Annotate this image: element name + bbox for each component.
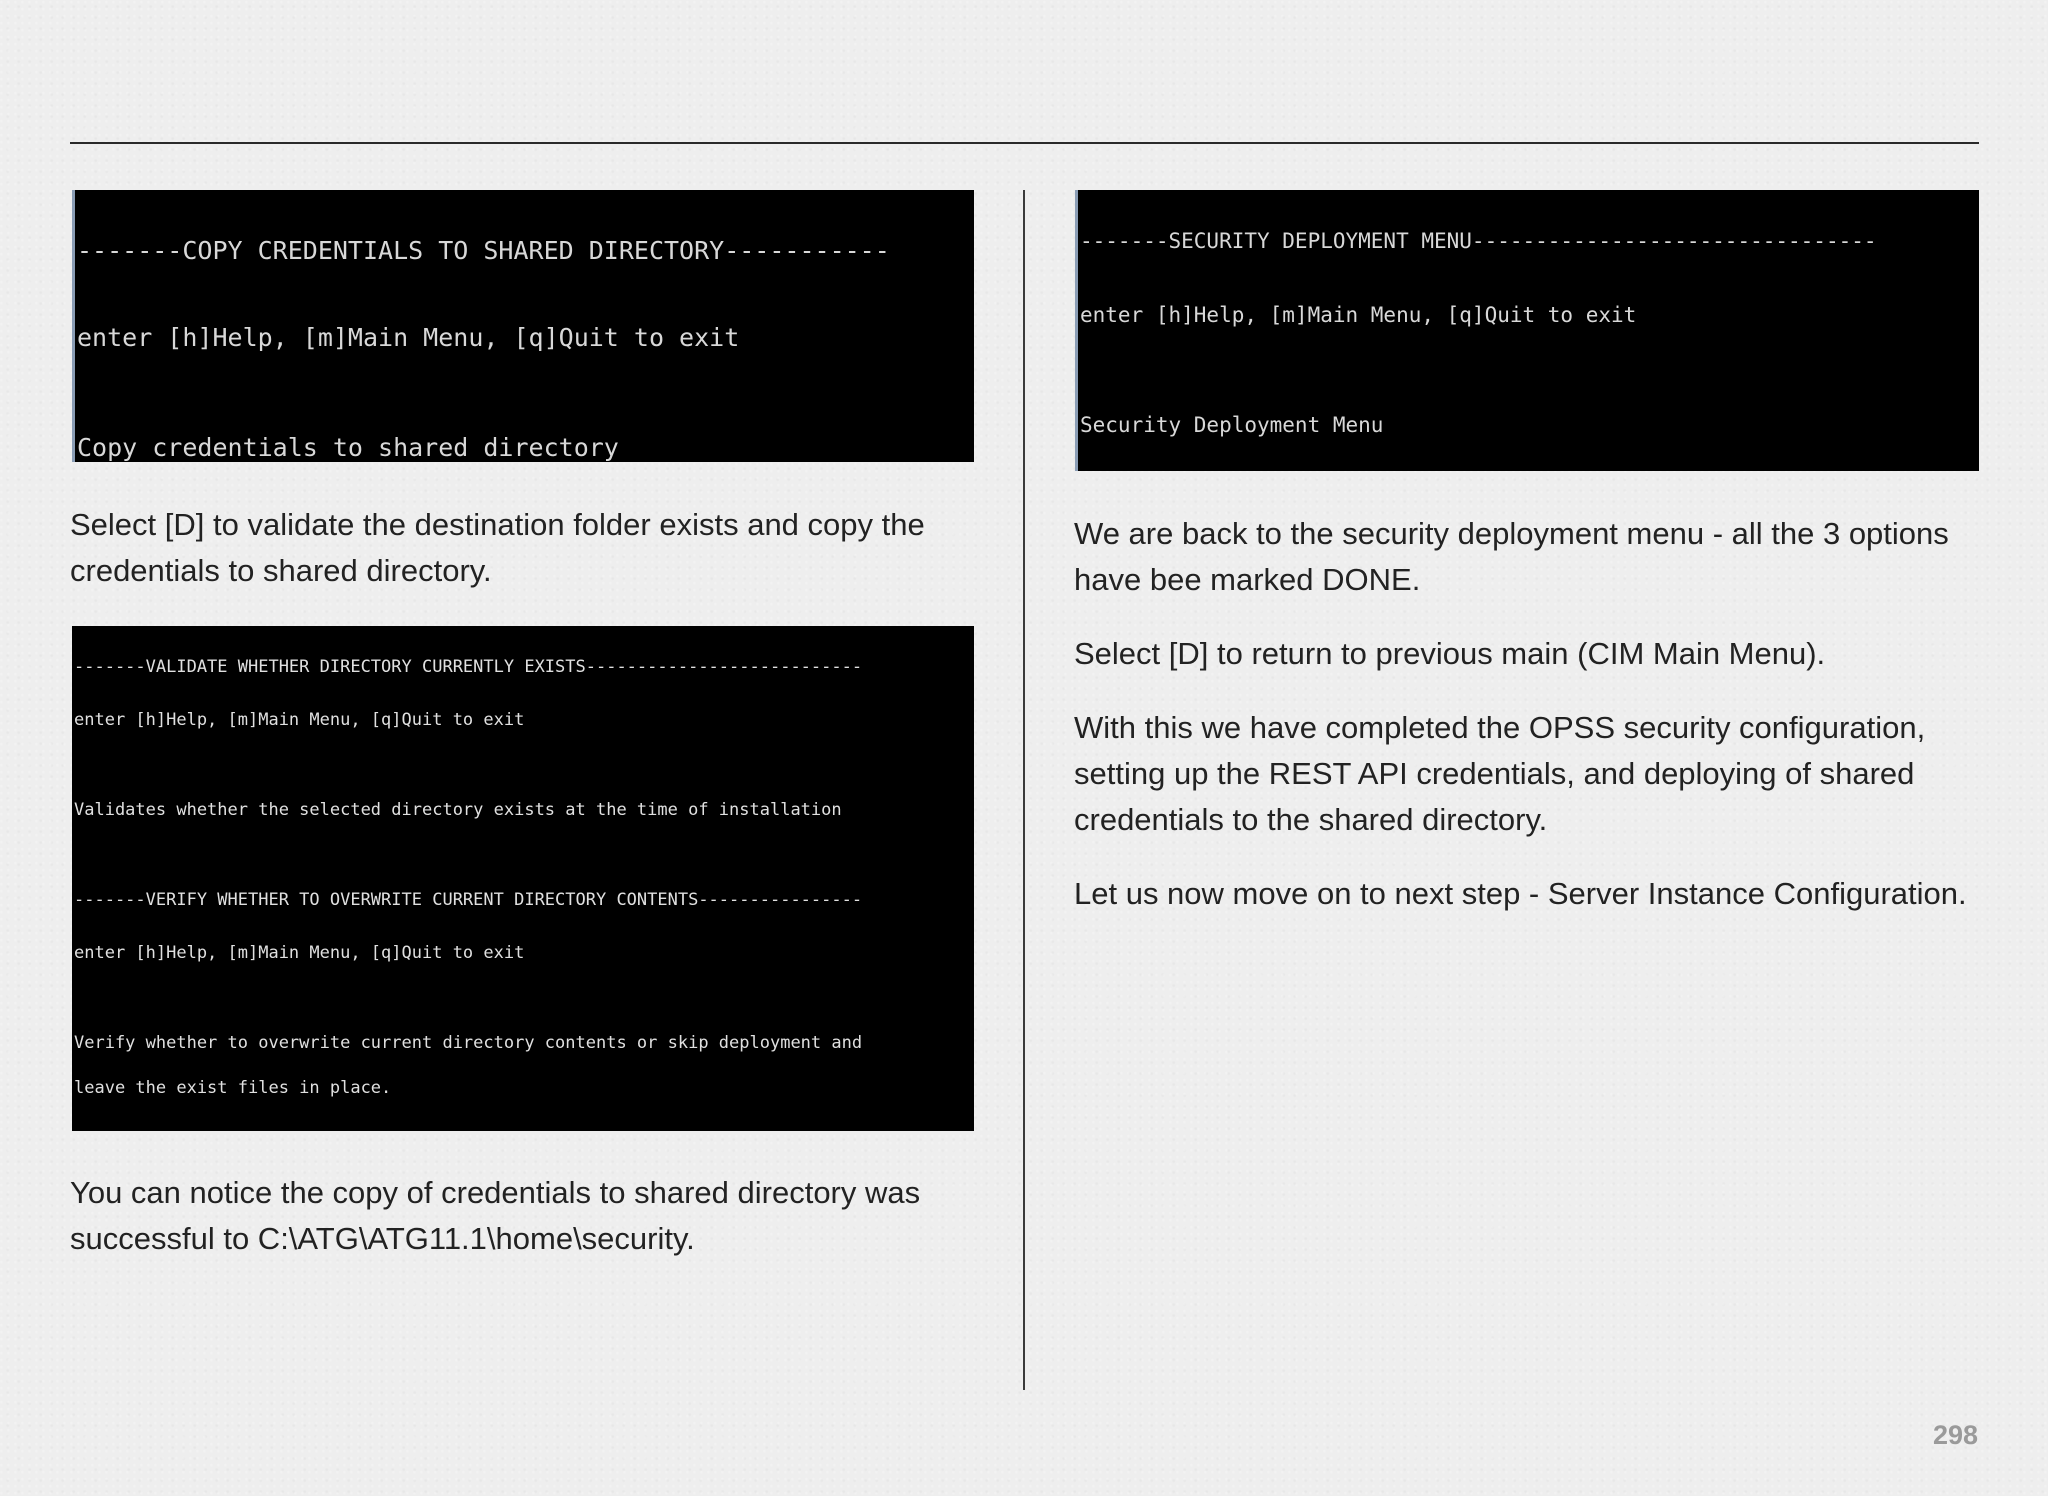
terminal-line: Verify whether to overwrite current directory contents or skip deployment and xyxy=(74,1033,863,1053)
paragraph: You can notice the copy of credentials to shared directory was successful to C:\ATG\ATG11.1\home\security. xyxy=(70,1175,921,1256)
terminal-line: enter [h]Help, [m]Main Menu, [q]Quit to exit xyxy=(77,323,740,352)
top-rule xyxy=(70,142,1979,144)
terminal-line: enter [h]Help, [m]Main Menu, [q]Quit to exit xyxy=(74,943,525,963)
page-number: 298 xyxy=(1932,1420,1978,1450)
terminal-line: -------SECURITY DEPLOYMENT MENU-------------------------------- xyxy=(1080,229,1877,253)
paragraph: Let us now move on to next step - Server Instance Configuration. xyxy=(1074,876,1967,911)
terminal-line: -------VERIFY WHETHER TO OVERWRITE CURRENT DIRECTORY CONTENTS---------------- xyxy=(74,890,863,910)
terminal-line: enter [h]Help, [m]Main Menu, [q]Quit to exit xyxy=(1080,303,1637,327)
terminal-line: Validates whether the selected directory exists at the time of installation xyxy=(74,800,842,820)
terminal-line: -------VALIDATE WHETHER DIRECTORY CURRENTLY EXISTS--------------------------- xyxy=(74,657,863,677)
terminal-line: Copy credentials to shared directory xyxy=(77,433,619,462)
paragraph: Select [D] to validate the destination folder exists and copy the credentials to shared directory. xyxy=(70,507,925,588)
terminal-copy-credentials xyxy=(72,190,974,462)
paragraph: We are back to the security deployment menu - all the 3 options have bee marked DONE. xyxy=(1074,516,1949,597)
terminal-line: -------COPY CREDENTIALS TO SHARED DIRECTORY----------- xyxy=(77,236,890,265)
terminal-validate-directory xyxy=(72,626,974,1131)
column-divider xyxy=(1023,190,1025,1390)
terminal-line: enter [h]Help, [m]Main Menu, [q]Quit to exit xyxy=(74,710,525,730)
terminal-security-deployment-menu xyxy=(1075,190,1979,471)
paragraph: Select [D] to return to previous main (CIM Main Menu). xyxy=(1074,636,1826,671)
terminal-line: leave the exist files in place. xyxy=(74,1078,392,1098)
right-paragraphs xyxy=(1074,511,1984,945)
paragraph: With this we have completed the OPSS security configuration, setting up the REST API credentials, and deploying of shared credentials to the shared directory. xyxy=(1074,710,1926,837)
left-paragraph-1 xyxy=(70,502,980,622)
terminal-line: Security Deployment Menu xyxy=(1080,413,1384,437)
left-paragraph-2 xyxy=(70,1170,980,1290)
